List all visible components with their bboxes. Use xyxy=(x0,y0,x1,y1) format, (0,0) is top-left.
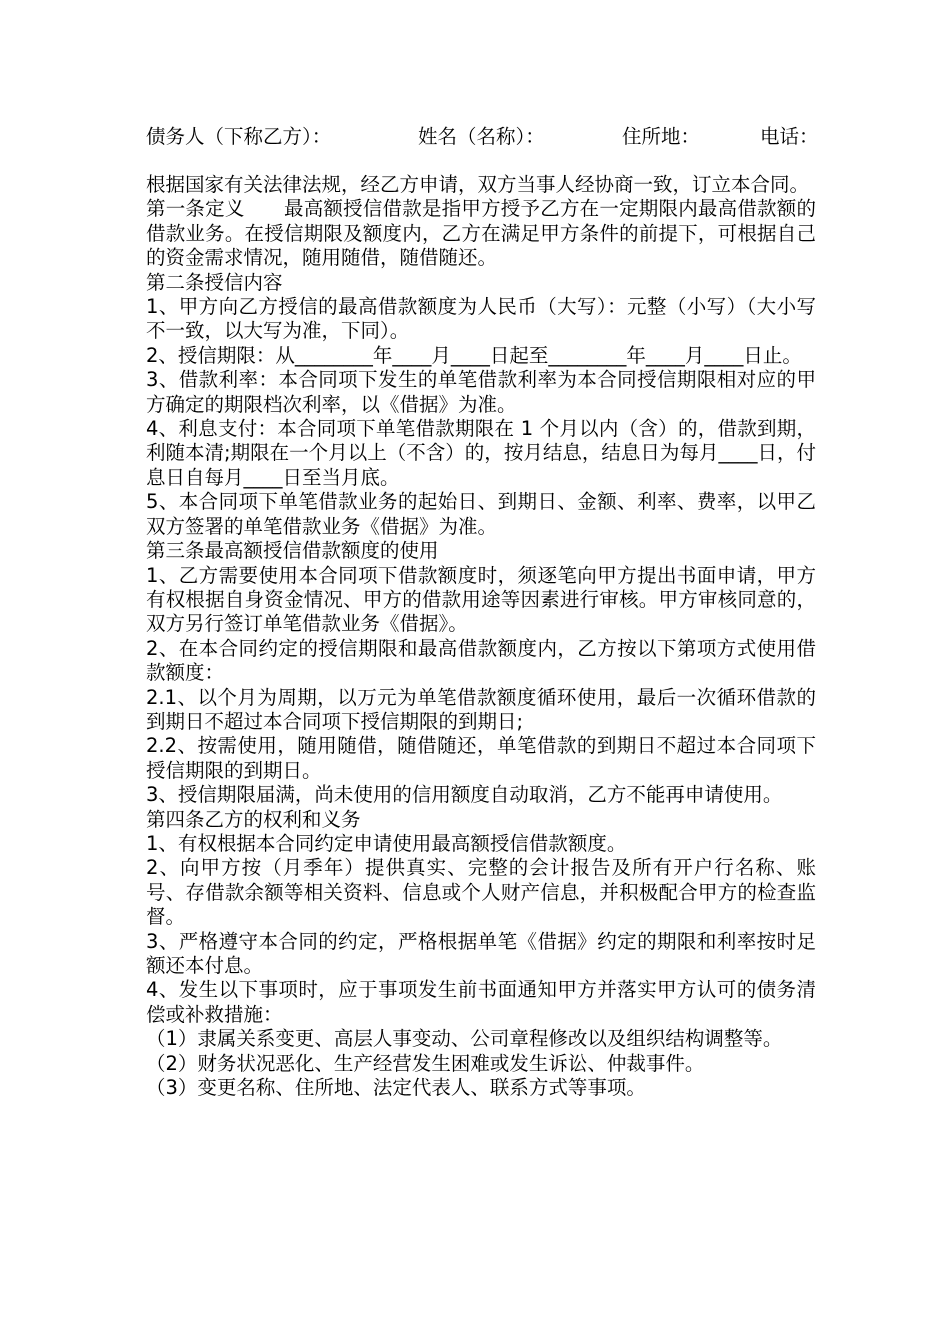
paragraph-article4-item3: 3、严格遵守本合同的约定，严格根据单笔《借据》约定的期限和利率按时足额还本付息。 xyxy=(146,929,816,977)
paragraph-article2-item3: 3、借款利率：本合同项下发生的单笔借款利率为本合同授信期限相对应的甲方确定的期限档次利率，以《借据》为准。 xyxy=(146,368,816,416)
paragraph-article1-definition: 第一条定义 最高额授信借款是指甲方授予乙方在一定期限内最高借款额的借款业务。在授信期限及额度内，乙方在满足甲方条件的前提下，可根据自己的资金需求情况，随用随借，随借随还。 xyxy=(146,197,816,270)
paragraph-article4-item4: 4、发生以下事项时，应于事项发生前书面通知甲方并落实甲方认可的债务清偿或补救措施： xyxy=(146,978,816,1026)
paragraph-article3-item2-1: 2.1、以个月为周期，以万元为单笔借款额度循环使用，最后一次循环借款的到期日不超过本合同项下授信期限的到期日; xyxy=(146,685,816,733)
paragraph-article4-item4-sub1: （1）隶属关系变更、高层人事变动、公司章程修改以及组织结构调整等。 xyxy=(146,1027,783,1051)
phone-label: 电话： xyxy=(760,125,819,148)
paragraph-preamble: 根据国家有关法律法规，经乙方申请，双方当事人经协商一致，订立本合同。 xyxy=(146,173,810,196)
paragraph-article4-item1: 1、有权根据本合同约定申请使用最高额授信借款额度。 xyxy=(146,831,627,855)
party-info-line xyxy=(146,122,826,152)
name-label: 姓名（名称）： xyxy=(418,125,545,148)
debtor-label: 债务人（下称乙方）： xyxy=(146,125,332,148)
paragraph-article2-item5: 5、本合同项下单笔借款业务的起始日、到期日、金额、利率、费率，以甲乙双方签署的单笔借款业务《借据》为准。 xyxy=(146,490,816,538)
paragraph-article4-item4-sub2: （2）财务状况恶化、生产经营发生困难或发生诉讼、仲裁事件。 xyxy=(146,1051,705,1075)
paragraph-article3-item2-2: 2.2、按需使用，随用随借，随借随还，单笔借款的到期日不超过本合同项下授信期限的到期日。 xyxy=(146,734,816,782)
address-label: 住所地： xyxy=(622,125,701,148)
paragraph-article4-item2: 2、向甲方按（月季年）提供真实、完整的会计报告及所有开户行名称、账号、存借款余额等相关资料、信息或个人财产信息，并积极配合甲方的检查监督。 xyxy=(146,856,816,929)
paragraph-article2-item4: 4、利息支付：本合同项下单笔借款期限在 1 个月以内（含）的，借款到期，利随本清;期限在一个月以上（不含）的，按月结息，结息日为每月____日，付息日自每月____日至当月底。 xyxy=(146,417,816,489)
paragraph-article3-item1: 1、乙方需要使用本合同项下借款额度时，须逐笔向甲方提出书面申请，甲方有权根据自身资金情况、甲方的借款用途等因素进行审核。甲方审核同意的，双方另行签订单笔借款业务《借据》。 xyxy=(146,563,816,636)
paragraph-article2-item1: 1、甲方向乙方授信的最高借款额度为人民币（大写）：元整（小写）（大小写不一致，以大写为准，下同）。 xyxy=(146,295,816,343)
paragraph-article3-item3: 3、授信期限届满，尚未使用的信用额度自动取消，乙方不能再申请使用。 xyxy=(146,783,783,807)
paragraph-article4-item4-sub3: （3）变更名称、住所地、法定代表人、联系方式等事项。 xyxy=(146,1076,646,1100)
heading-article2: 第二条授信内容 xyxy=(146,270,283,294)
contract-body xyxy=(146,173,816,1100)
heading-article3: 第三条最高额授信借款额度的使用 xyxy=(146,539,439,563)
heading-article4: 第四条乙方的权利和义务 xyxy=(146,807,361,831)
paragraph-article3-item2: 2、在本合同约定的授信期限和最高借款额度内，乙方按以下第项方式使用借款额度： xyxy=(146,636,816,685)
paragraph-article2-item2: 2、授信期限：从________年____月____日起至________年____月____日止。 xyxy=(146,343,802,367)
